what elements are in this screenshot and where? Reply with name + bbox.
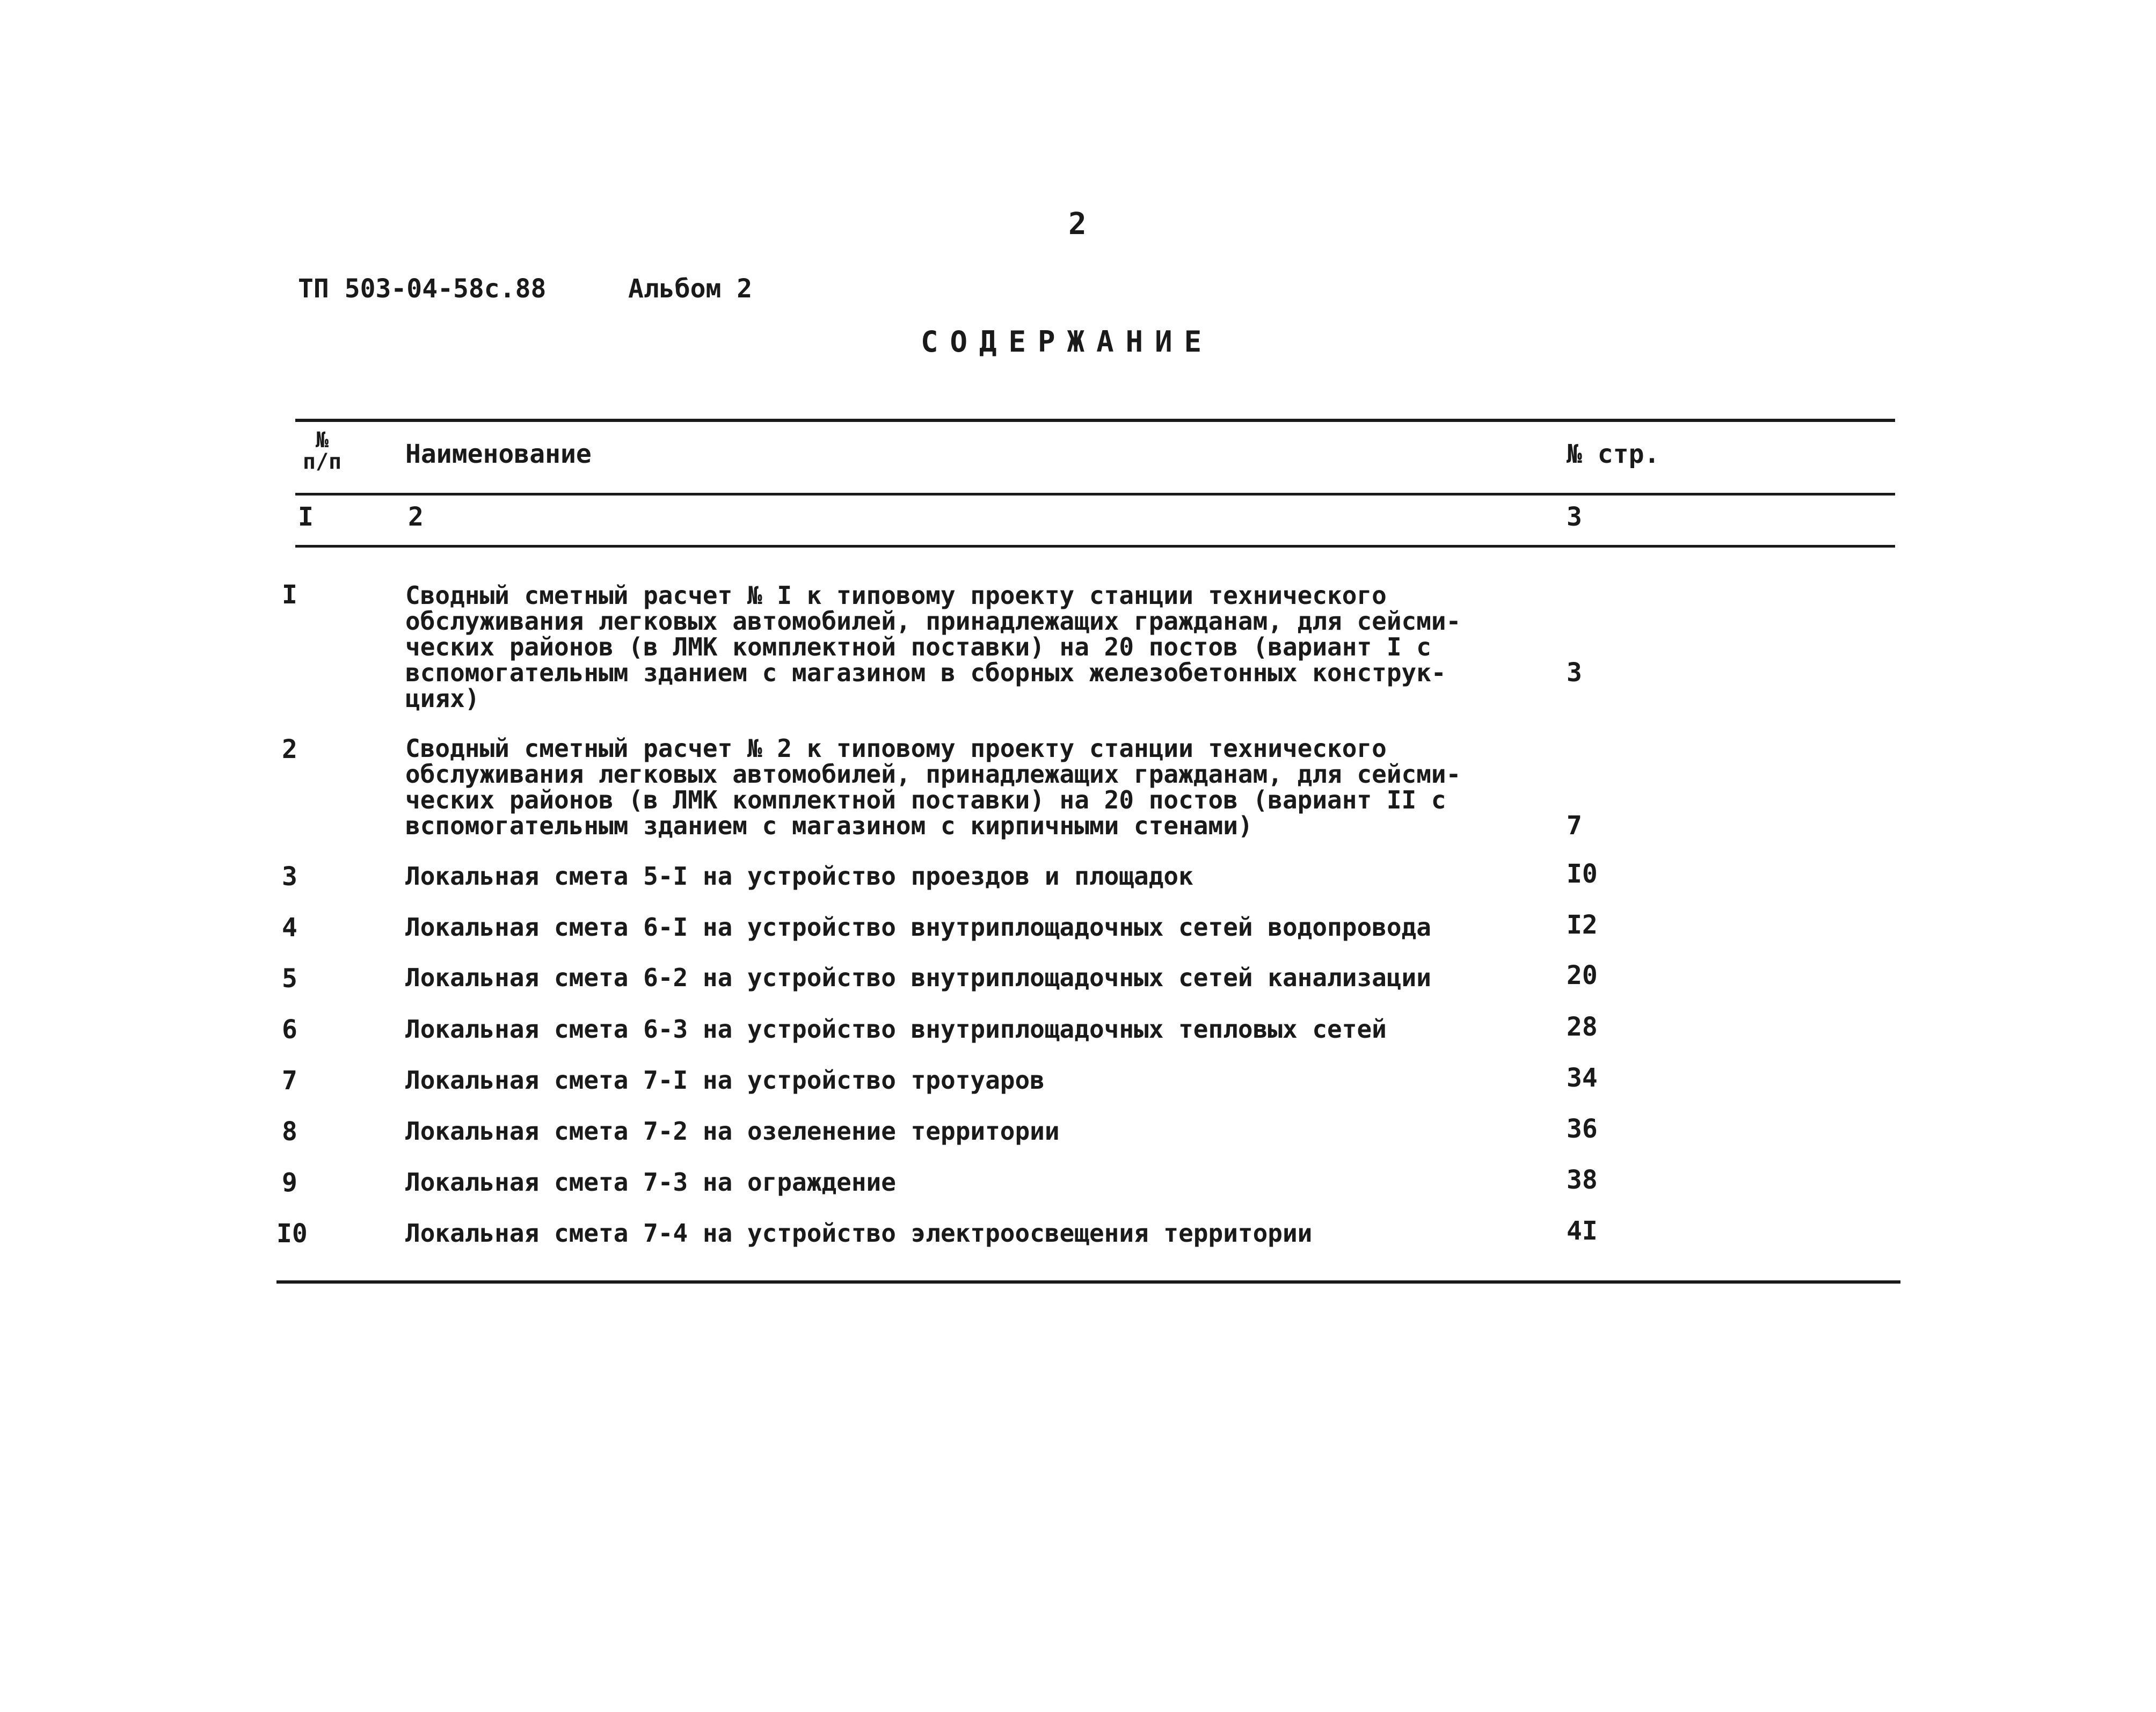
album-label: Альбом 2 <box>628 274 753 304</box>
header-name: Наименование <box>405 439 592 469</box>
header-page: № стр. <box>1567 439 1660 469</box>
row-1-page: 3 <box>1567 658 1582 688</box>
row-3-page: I0 <box>1567 859 1598 889</box>
row-6-name: Локальная смета 6-3 на устройство внутриплощадочных тепловых сетей <box>405 1015 1387 1044</box>
row-4-page: I2 <box>1567 910 1598 940</box>
row-10-number: I0 <box>276 1219 308 1249</box>
header-rule <box>295 493 1895 496</box>
row-3-name: Локальная смета 5-I на устройство проездов и площадок <box>405 862 1193 891</box>
row-6-number: 6 <box>282 1015 297 1045</box>
row-4-number: 4 <box>282 913 297 943</box>
row-8-number: 8 <box>282 1117 297 1147</box>
table-bottom-rule <box>276 1280 1900 1284</box>
column-numbers-rule <box>295 545 1895 548</box>
page-number: 2 <box>1068 207 1087 242</box>
row-10-name: Локальная смета 7-4 на устройство электроосвещения территории <box>405 1219 1313 1248</box>
row-1-name: Сводный сметный расчет № I к типовому проекту станции технического обслуживания легковых автомобилей, принадлежащих гражданам, для сейсми- ческих районов (в ЛМК комплектной поставки) на 20 постов (вариант I с вспомогательным зданием с магазином в сборных железобетонных конструк- циях) <box>405 581 1461 713</box>
row-4-name: Локальная смета 6-I на устройство внутриплощадочных сетей водопровода <box>405 913 1431 942</box>
column-number-2: 2 <box>408 502 424 532</box>
row-9-page: 38 <box>1567 1165 1598 1195</box>
row-8-name: Локальная смета 7-2 на озеленение территории <box>405 1117 1060 1146</box>
row-1-number: I <box>282 580 297 610</box>
row-7-name: Локальная смета 7-I на устройство тротуаров <box>405 1066 1045 1095</box>
row-3-number: 3 <box>282 862 297 892</box>
table-top-rule <box>295 419 1895 422</box>
column-number-3: 3 <box>1567 502 1582 532</box>
page-title: СОДЕРЖАНИЕ <box>921 325 1214 359</box>
row-2-page: 7 <box>1567 811 1582 841</box>
row-5-page: 20 <box>1567 960 1598 990</box>
document-code: ТП 503-04-58с.88 <box>298 274 547 304</box>
row-10-page: 4I <box>1567 1216 1598 1246</box>
row-7-number: 7 <box>282 1066 297 1096</box>
row-9-name: Локальная смета 7-3 на ограждение <box>405 1168 896 1197</box>
row-5-number: 5 <box>282 964 297 994</box>
header-num: № п/п <box>302 428 342 474</box>
row-2-name: Сводный сметный расчет № 2 к типовому проекту станции технического обслуживания легковых автомобилей, принадлежащих гражданам, для сейсми- ческих районов (в ЛМК комплектной поставки) на 20 постов (вариант II с вспомогательным зданием с магазином с кирпичными стенами) <box>405 734 1461 840</box>
row-2-number: 2 <box>282 734 297 764</box>
row-7-page: 34 <box>1567 1063 1598 1093</box>
row-8-page: 36 <box>1567 1114 1598 1144</box>
row-5-name: Локальная смета 6-2 на устройство внутриплощадочных сетей канализации <box>405 963 1431 992</box>
row-9-number: 9 <box>282 1168 297 1198</box>
column-number-1: I <box>298 502 314 532</box>
row-6-page: 28 <box>1567 1012 1598 1042</box>
